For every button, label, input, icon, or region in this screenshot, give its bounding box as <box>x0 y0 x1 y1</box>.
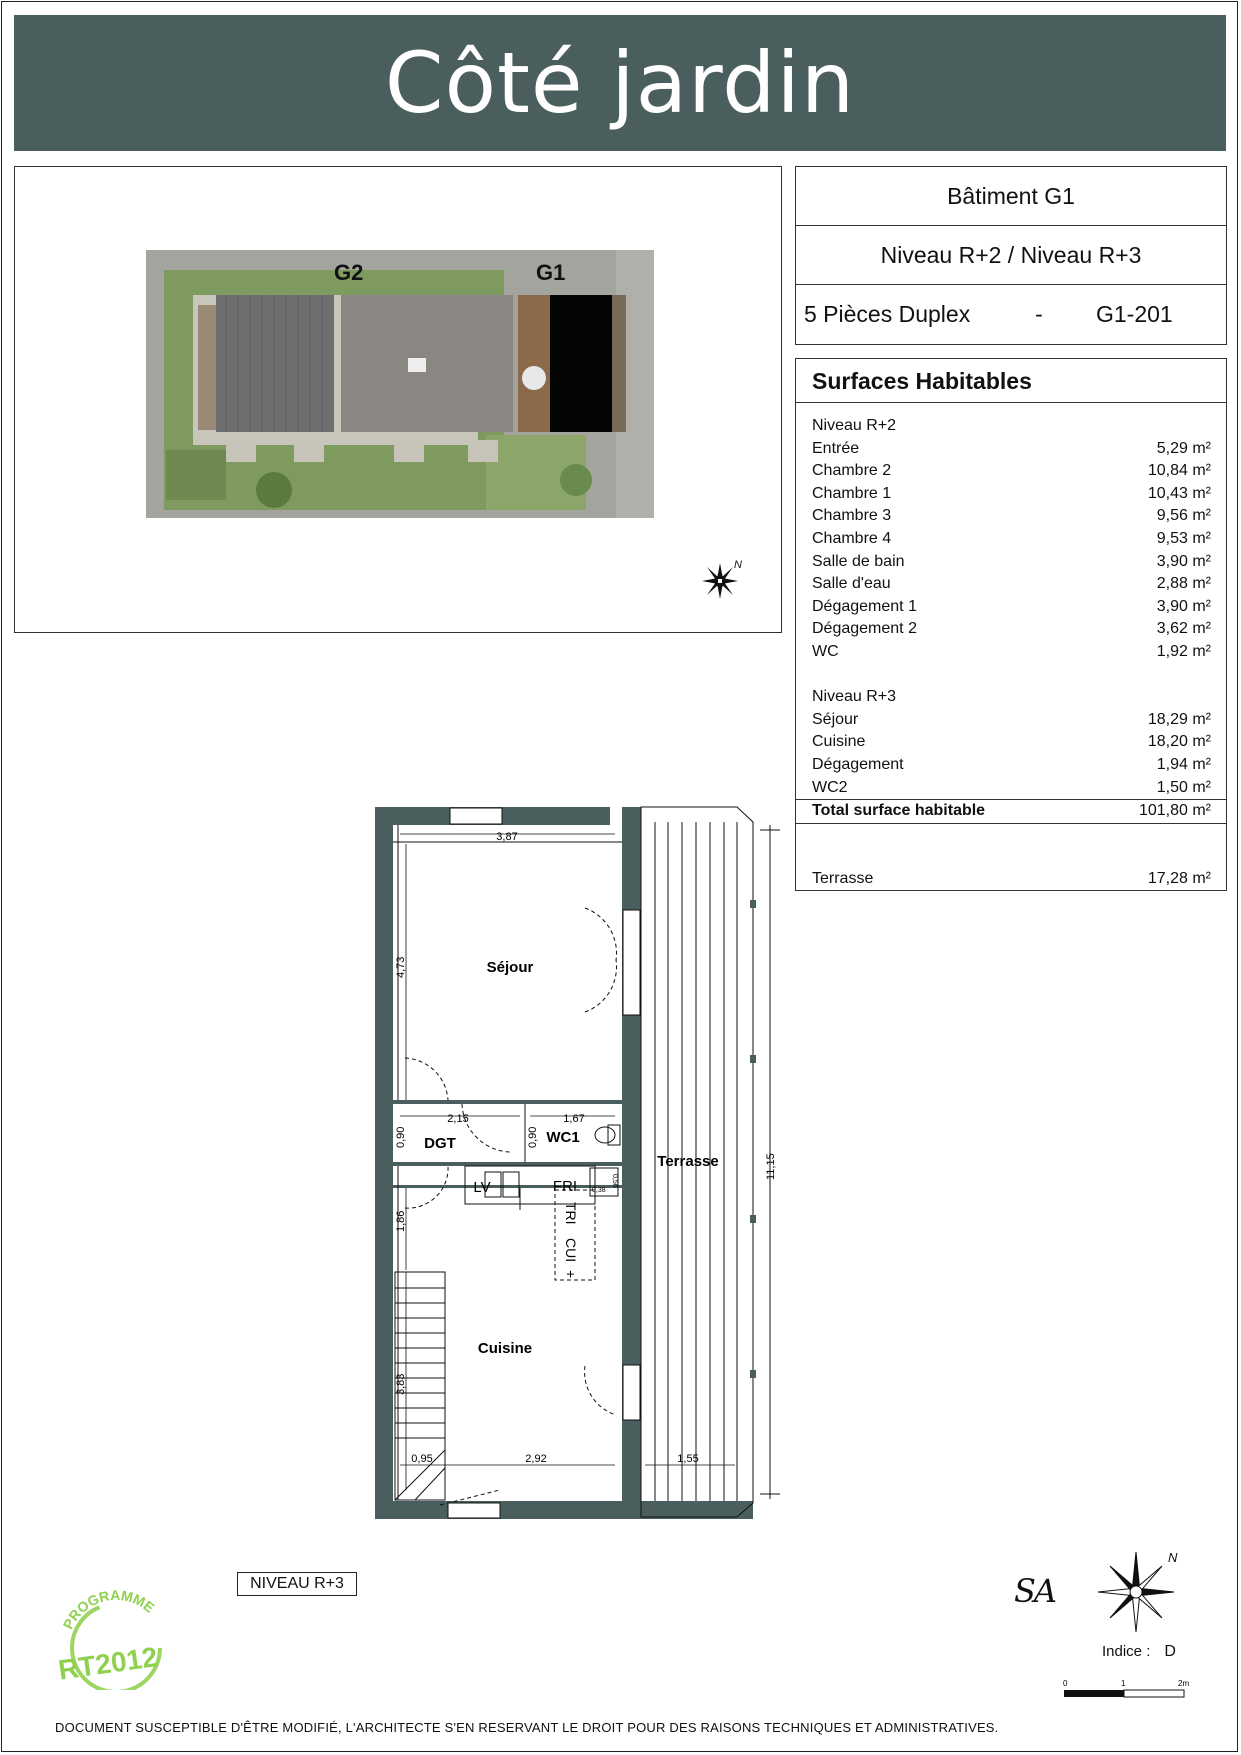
dim-090-right: 0,90 <box>527 1126 539 1148</box>
surface-value: 9,56 m² <box>1156 507 1211 525</box>
type-separator: - <box>1035 301 1043 327</box>
dim-473: 4,73 <box>395 956 407 978</box>
surface-label: WC <box>812 642 839 660</box>
scale-label-0: 0 <box>1063 1679 1068 1688</box>
surface-label: Salle de bain <box>812 552 905 570</box>
architect-signature: SA <box>1014 1572 1056 1610</box>
scale-label-2: 2m <box>1178 1679 1190 1688</box>
surfaces-title: Surfaces Habitables <box>796 359 1226 403</box>
surface-value: 1,92 m² <box>1156 642 1211 660</box>
fixture-lv: LV <box>473 1179 491 1196</box>
surface-label: Entrée <box>812 439 860 457</box>
info-box <box>795 166 1227 345</box>
surface-row <box>812 438 1211 461</box>
fixture-cui: CUI <box>563 1238 579 1263</box>
terrace-label: Terrasse <box>812 869 874 887</box>
level-r2-list <box>812 438 1211 664</box>
surface-row <box>812 731 1211 754</box>
surface-value: 9,53 m² <box>1156 529 1211 547</box>
terrace-row <box>812 868 1211 891</box>
badge-main-text: RT2012 <box>56 1641 160 1686</box>
total-label: Total surface habitable <box>812 802 986 820</box>
surface-row <box>812 573 1211 596</box>
surface-value: 1,94 m² <box>1156 755 1211 773</box>
surfaces-box <box>795 358 1227 891</box>
aerial-image <box>146 250 654 518</box>
dim-215: 2,15 <box>447 1113 469 1125</box>
footer-disclaimer: DOCUMENT SUSCEPTIBLE D'ÊTRE MODIFIÉ, L'ARCHITECTE S'EN RESERVANT LE DROIT POUR DES RAISONS TECHNIQUES ET ADMINISTRATIVES. <box>55 1720 999 1735</box>
level-r3-list <box>812 709 1211 799</box>
badge-top-text: PROGRAMME <box>59 1590 158 1632</box>
surface-value: 1,50 m² <box>1156 778 1211 796</box>
surface-label: Chambre 3 <box>812 507 892 525</box>
dim-292: 2,92 <box>525 1453 547 1465</box>
surface-row <box>812 505 1211 528</box>
site-plan-box <box>14 166 782 633</box>
surface-label: Chambre 2 <box>812 462 892 480</box>
dim-056: 0,56 <box>611 1174 618 1188</box>
compass-letter: N <box>1168 1550 1178 1565</box>
dim-383: 3,83 <box>395 1373 407 1395</box>
scale-label-1: 1 <box>1121 1679 1126 1688</box>
fixture-tri: TRI <box>563 1202 579 1225</box>
surface-label: Dégagement 2 <box>812 620 917 638</box>
room-sejour: Séjour <box>486 959 534 976</box>
surface-value: 2,88 m² <box>1156 575 1211 593</box>
apartment-type: 5 Pièces Duplex <box>804 301 971 327</box>
type-row <box>796 285 1226 344</box>
title-banner <box>14 15 1226 151</box>
surface-row <box>812 754 1211 777</box>
floor-plan-drawing <box>370 800 800 1525</box>
terrace-value: 17,28 m² <box>1147 869 1211 887</box>
surface-value: 3,90 m² <box>1156 552 1211 570</box>
surface-row <box>812 709 1211 732</box>
surface-value: 3,90 m² <box>1156 597 1211 615</box>
surface-label: Séjour <box>812 710 859 728</box>
dim-167: 1,67 <box>563 1113 585 1125</box>
surface-row <box>812 460 1211 483</box>
compass-small-letter: N <box>734 559 742 571</box>
indice <box>1102 1643 1176 1661</box>
room-cuisine: Cuisine <box>477 1340 533 1357</box>
dim-387: 3,87 <box>496 831 518 843</box>
rt2012-badge-icon <box>56 1590 172 1690</box>
level-r2-heading: Niveau R+2 <box>812 417 897 434</box>
building-label-g2: G2 <box>334 260 364 285</box>
surface-row <box>812 618 1211 641</box>
surface-label: Dégagement <box>812 755 904 773</box>
scale-bar <box>1060 1678 1190 1708</box>
floor-plan <box>370 800 800 1525</box>
surface-value: 18,29 m² <box>1147 710 1211 728</box>
levels-row: Niveau R+2 / Niveau R+3 <box>796 226 1226 285</box>
dim-038: 0,38 <box>592 1187 606 1194</box>
surface-value: 3,62 m² <box>1156 620 1211 638</box>
svg-text:PROGRAMME <box>60 1590 158 1632</box>
dim-090-left: 0,90 <box>395 1126 407 1148</box>
compass-small-icon <box>698 557 748 607</box>
dim-155: 1,55 <box>677 1453 699 1465</box>
room-terrasse: Terrasse <box>657 1153 719 1170</box>
surface-row <box>812 596 1211 619</box>
page-title: Côté jardin <box>384 34 856 132</box>
surface-row <box>812 483 1211 506</box>
dim-186: 1,86 <box>395 1210 407 1232</box>
dim-095: 0,95 <box>411 1453 433 1465</box>
surface-value: 10,43 m² <box>1147 484 1211 502</box>
surface-row <box>812 551 1211 574</box>
surface-row <box>812 641 1211 664</box>
room-dgt: DGT <box>424 1135 456 1152</box>
total-value: 101,80 m² <box>1138 802 1211 820</box>
surface-label: Dégagement 1 <box>812 597 917 615</box>
dim-1115: 11,15 <box>765 1153 777 1180</box>
surface-label: Salle d'eau <box>812 575 891 593</box>
surface-value: 18,20 m² <box>1147 733 1211 751</box>
room-wc1: WC1 <box>546 1129 580 1146</box>
indice-value: D <box>1164 1643 1176 1660</box>
building-row: Bâtiment G1 <box>796 167 1226 226</box>
fixture-fri: FRI <box>552 1178 578 1195</box>
compass-rose-icon <box>1096 1546 1188 1638</box>
plan-level-label: NIVEAU R+3 <box>237 1572 357 1596</box>
indice-label: Indice : <box>1102 1643 1151 1660</box>
surface-value: 5,29 m² <box>1156 439 1211 457</box>
surface-label: WC2 <box>812 778 848 796</box>
surface-label: Chambre 1 <box>812 484 892 502</box>
surface-label: Chambre 4 <box>812 529 892 547</box>
building-label-g1: G1 <box>536 260 566 285</box>
surface-value: 10,84 m² <box>1147 462 1211 480</box>
total-row <box>796 799 1226 824</box>
surface-row <box>812 777 1211 800</box>
lot-number: G1-201 <box>1096 301 1173 327</box>
level-r3-heading: Niveau R+3 <box>812 688 897 706</box>
aerial-view <box>146 250 654 518</box>
fixture-plus: + <box>563 1270 579 1279</box>
surface-row <box>812 528 1211 551</box>
surface-label: Cuisine <box>812 733 866 751</box>
